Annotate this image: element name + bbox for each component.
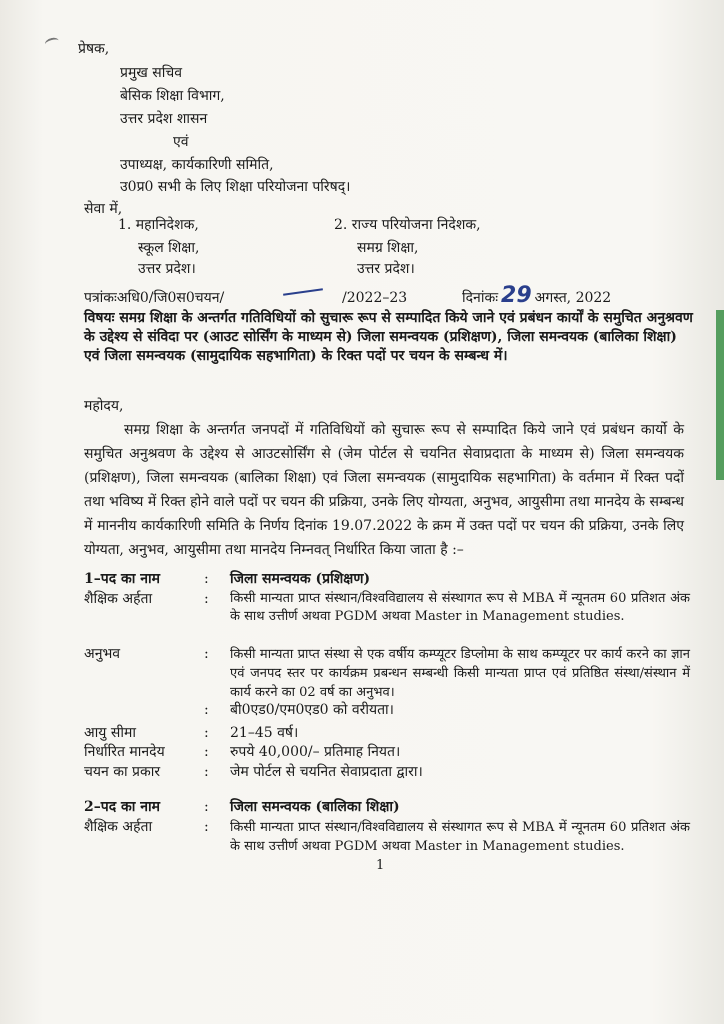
colon: :	[204, 702, 209, 718]
post1-name-label: 1–पद का नाम	[84, 571, 161, 587]
colon: :	[204, 744, 209, 760]
recipients-heading: सेवा में,	[84, 201, 123, 217]
sender-heading: प्रेषक,	[78, 41, 110, 57]
post1-sel-value: जेम पोर्टल से चयनित सेवाप्रदाता द्वारा।	[230, 764, 423, 780]
recipient-line: उत्तर प्रदेश।	[138, 261, 196, 277]
post2-qual-label: शैक्षिक अर्हता	[84, 819, 153, 835]
colon: :	[204, 764, 209, 780]
recipient-line: समग्र शिक्षा,	[357, 240, 419, 256]
recipient-line: उत्तर प्रदेश।	[357, 261, 415, 277]
punch-mark	[44, 36, 60, 48]
handwritten-dash	[283, 288, 323, 296]
date-label: दिनांकः	[462, 290, 499, 306]
sender-line: उत्तर प्रदेश शासन	[120, 111, 208, 127]
date-rest: अगस्त, 2022	[534, 290, 612, 306]
colon: :	[204, 571, 209, 587]
sender-line: प्रमुख सचिव	[120, 65, 183, 81]
post1-age-label: आयु सीमा	[84, 725, 136, 741]
page-number: 1	[376, 858, 385, 873]
recipient-line: स्कूल शिक्षा,	[138, 240, 200, 256]
recipient-line: 1. महानिदेशक,	[118, 217, 199, 233]
subject-block	[84, 309, 694, 366]
post1-pay-value: रुपये 40,000/– प्रतिमाह नियत।	[230, 744, 401, 760]
post2-qual-value: किसी मान्यता प्राप्त संस्थान/विश्वविद्यालय से संस्थागत रूप से MBA में न्यूनतम 60 प्रतिशत अंक के साथ उत्तीर्ण अथवा PGDM अथवा Master in Management studies.	[230, 820, 690, 854]
body-paragraph: समग्र शिक्षा के अन्तर्गत जनपदों में गतिविधियों को सुचारू रूप से सम्पादित किये जाने एवं प्रबंधन कार्यो के समुचित अनुश्रवण के उद्देश्य से आउटसोर्सिंग से (जेम पोर्टल से चयनित सेवाप्रदाता के माध्यम से) जिला समन्वयक (प्रशिक्षण), जिला समन्वयक (बालिका शिक्षा) एवं जिला समन्वयक (सामुदायिक सहभागिता) के वर्तमान में रिक्त पदों तथा भविष्य में रिक्त होने वाले पदों पर चयन की प्रक्रिया, उनके लिए योग्यता, अनुभव, आयुसीमा तथा मानदेय के सम्बन्ध में माननीय कार्यकारिणी समिति के निर्णय दिनांक 19.07.2022 के क्रम में उक्त पदों पर चयन की प्रक्रिया, उनके लिए योग्यता, अनुभव, आयुसीमा तथा मानदेय निम्नवत् निर्धारित किया जाता है :–	[84, 422, 684, 558]
sender-line: उ0प्र0 सभी के लिए शिक्षा परियोजना परिषद्।	[120, 179, 351, 195]
recipient-line: 2. राज्य परियोजना निदेशक,	[334, 217, 481, 233]
colon: :	[204, 646, 209, 662]
letter-number: पत्रांकःअधि0/जि0स0चयन/	[84, 290, 225, 306]
sender-line: उपाध्यक्ष, कार्यकारिणी समिति,	[120, 157, 274, 173]
handwritten-date-day: 29	[501, 283, 532, 308]
sender-line: बेसिक शिक्षा विभाग,	[120, 88, 225, 104]
salutation: महोदय,	[84, 398, 124, 414]
colon: :	[204, 819, 209, 835]
subject-label: विषयः	[84, 310, 115, 326]
post1-age-value: 21–45 वर्ष।	[230, 725, 299, 741]
letter-year: /2022–23	[342, 290, 408, 306]
post2-name-label: 2–पद का नाम	[84, 799, 161, 815]
colon: :	[204, 799, 209, 815]
post1-qual-label: शैक्षिक अर्हता	[84, 591, 153, 607]
post1-sel-label: चयन का प्रकार	[84, 764, 161, 780]
date-line	[462, 283, 611, 311]
sender-line: एवं	[173, 134, 189, 150]
post1-name-value: जिला समन्वयक (प्रशिक्षण)	[230, 571, 371, 587]
colon: :	[204, 725, 209, 741]
post2-name-value: जिला समन्वयक (बालिका शिक्षा)	[230, 799, 400, 815]
post1-qual-value: किसी मान्यता प्राप्त संस्थान/विश्वविद्यालय से संस्थागत रूप से MBA में न्यूनतम 60 प्रतिशत अंक के साथ उत्तीर्ण अथवा PGDM अथवा Master in Management studies.	[230, 591, 690, 624]
colon: :	[204, 591, 209, 607]
post1-exp-value: किसी मान्यता प्राप्त संस्था से एक वर्षीय कम्प्यूटर डिप्लोमा के साथ कम्प्यूटर पर कार्य करने का ज्ञान एवं जनपद स्तर पर कार्यक्रम प्रबन्धन सम्बन्धी किसी मान्यता प्राप्त एवं प्रतिष्ठित संस्था/संस्थान में कार्य करने का 02 वर्ष का अनुभव।	[230, 647, 690, 700]
post1-exp-label: अनुभव	[84, 646, 121, 662]
post1-pref-value: बी0एड0/एम0एड0 को वरीयता।	[230, 702, 394, 718]
post1-pay-label: निर्धारित मानदेय	[84, 744, 165, 760]
page-edge-strip	[716, 310, 724, 480]
subject-text: समग्र शिक्षा के अन्तर्गत गतिविधियों को सुचारू रूप से सम्पादित किये जाने एवं प्रबंधन कार्यों के समुचित अनुश्रवण के उद्देश्य से संविदा पर (आउट सोर्सिंग के माध्यम से) जिला समन्वयक (प्रशिक्षण), जिला समन्वयक (बालिका शिक्षा) एवं जिला समन्वयक (सामुदायिक सहभागिता) के रिक्त पदों पर चयन के सम्बन्ध में।	[84, 310, 693, 364]
